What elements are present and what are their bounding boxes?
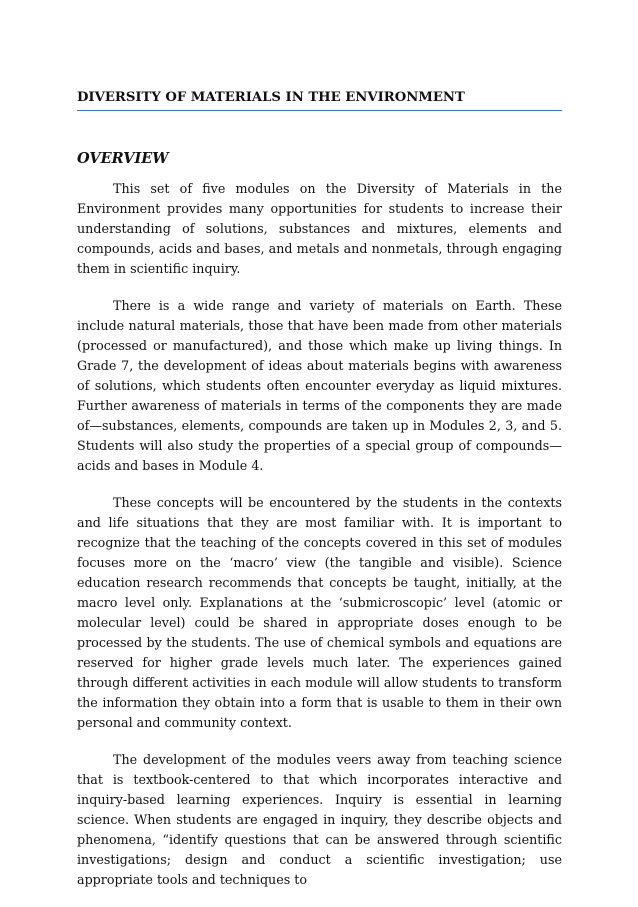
paragraph-2: There is a wide range and variety of materials on Earth. These include natural materials, those that have been made from other materials (processed or manufactured), and those which make up living things. In Grade 7, the development of ideas about materials begins with awareness of solutions, which students often encounter everyday as liquid mixtures. Further awareness of materials in terms of the components they are made of—substances, elements, compounds are taken up in Modules 2, 3, and 5. Students will also study the properties of a special group of compounds—acids and bases in Module 4. <box>77 298 562 473</box>
paragraph-4: The development of the modules veers away from teaching science that is textbook-centered to that which incorporates interactive and inquiry-based learning experiences. Inquiry is essential in learning science. When students are engaged in inquiry, they describe objects and phenomena, “identify questions that can be answered through scientific investigations; design and conduct a scientific investigation; use appropriate tools and techniques to <box>77 752 562 887</box>
document-title: DIVERSITY OF MATERIALS IN THE ENVIRONMENT <box>77 90 465 105</box>
section-heading-overview: OVERVIEW <box>77 150 169 167</box>
paragraph-1: This set of five modules on the Diversity of Materials in the Environment provides many opportunities for students to increase their understanding of solutions, substances and mixtures, elements and compounds, acids and bases, and metals and nonmetals, through engaging them in scientific inquiry. <box>77 181 562 276</box>
title-underline <box>77 110 562 111</box>
body-text <box>77 179 562 907</box>
paragraph-3: These concepts will be encountered by the students in the contexts and life situations that they are most familiar with. It is important to recognize that the teaching of the concepts covered in this set of modules focuses more on the ‘macro’ view (the tangible and visible). Science education research recommends that concepts be taught, initially, at the macro level only. Explanations at the ‘submicroscopic’ level (atomic or molecular level) could be shared in appropriate doses enough to be processed by the students. The use of chemical symbols and equations are reserved for higher grade levels much later. The experiences gained through different activities in each module will allow students to transform the information they obtain into a form that is usable to them in their own personal and community context. <box>77 495 562 730</box>
